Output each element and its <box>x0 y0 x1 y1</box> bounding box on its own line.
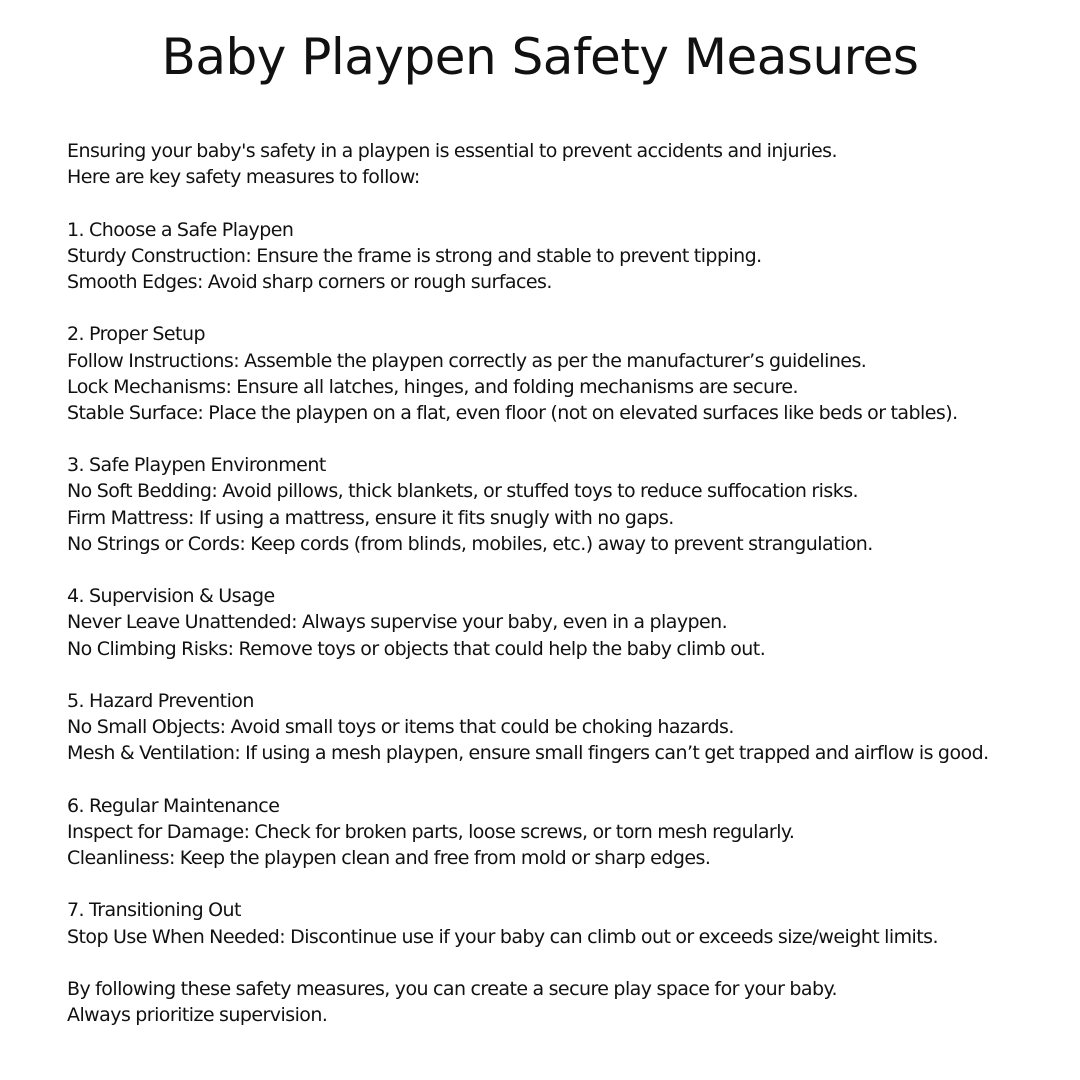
section-line: Cleanliness: Keep the playpen clean and free from mold or sharp edges. <box>67 847 711 870</box>
section-regular-maintenance <box>67 793 1057 872</box>
section-line: Mesh & Ventilation: If using a mesh playpen, ensure small fingers can’t get trapped and airflow is good. <box>67 742 989 765</box>
section-heading: 7. Transitioning Out <box>67 899 241 922</box>
section-line: Firm Mattress: If using a mattress, ensure it fits snugly with no gaps. <box>67 506 674 529</box>
paragraph-gap <box>67 426 1057 452</box>
section-line: No Climbing Risks: Remove toys or objects that could help the baby climb out. <box>67 637 766 660</box>
section-line: Sturdy Construction: Ensure the frame is strong and stable to prevent tipping. <box>67 244 762 267</box>
section-transitioning-out <box>67 897 1057 949</box>
closing-line: By following these safety measures, you can create a secure play space for your baby. <box>67 978 837 1000</box>
document-body <box>67 138 1057 1028</box>
section-supervision-usage <box>67 583 1057 662</box>
paragraph-gap <box>67 557 1057 583</box>
page-title: Baby Playpen Safety Measures <box>161 28 919 86</box>
paragraph-gap <box>67 662 1057 688</box>
paragraph-gap <box>67 871 1057 897</box>
section-line: Never Leave Unattended: Always supervise your baby, even in a playpen. <box>67 611 728 634</box>
section-line: No Soft Bedding: Avoid pillows, thick blankets, or stuffed toys to reduce suffocation risks. <box>67 480 859 503</box>
paragraph-gap <box>67 767 1057 793</box>
section-proper-setup <box>67 321 1057 426</box>
section-line: No Strings or Cords: Keep cords (from blinds, mobiles, etc.) away to prevent strangulation. <box>67 532 873 555</box>
section-line: Smooth Edges: Avoid sharp corners or rough surfaces. <box>67 270 552 293</box>
section-safe-environment <box>67 452 1057 557</box>
section-line: Follow Instructions: Assemble the playpen correctly as per the manufacturer’s guidelines. <box>67 349 867 372</box>
section-heading: 4. Supervision & Usage <box>67 585 275 608</box>
closing-paragraph <box>67 976 1057 1028</box>
paragraph-gap <box>67 295 1057 321</box>
section-heading: 1. Choose a Safe Playpen <box>67 218 294 241</box>
paragraph-gap <box>67 190 1057 216</box>
section-heading: 5. Hazard Prevention <box>67 689 254 712</box>
closing-line: Always prioritize supervision. <box>67 1004 328 1027</box>
intro-line: Here are key safety measures to follow: <box>67 166 420 189</box>
section-heading: 3. Safe Playpen Environment <box>67 454 326 477</box>
section-hazard-prevention <box>67 688 1057 767</box>
section-line: Lock Mechanisms: Ensure all latches, hinges, and folding mechanisms are secure. <box>67 375 798 398</box>
intro-paragraph <box>67 138 1057 190</box>
paragraph-gap <box>67 950 1057 976</box>
section-line: No Small Objects: Avoid small toys or items that could be choking hazards. <box>67 716 734 739</box>
section-heading: 6. Regular Maintenance <box>67 794 280 817</box>
section-line: Stop Use When Needed: Discontinue use if your baby can climb out or exceeds size/weight limits. <box>67 925 938 948</box>
section-choose-safe-playpen <box>67 217 1057 296</box>
section-line: Stable Surface: Place the playpen on a flat, even floor (not on elevated surfaces like beds or tables). <box>67 401 958 424</box>
intro-line: Ensuring your baby's safety in a playpen is essential to prevent accidents and injuries. <box>67 140 837 162</box>
section-line: Inspect for Damage: Check for broken parts, loose screws, or torn mesh regularly. <box>67 820 795 843</box>
section-heading: 2. Proper Setup <box>67 323 205 346</box>
